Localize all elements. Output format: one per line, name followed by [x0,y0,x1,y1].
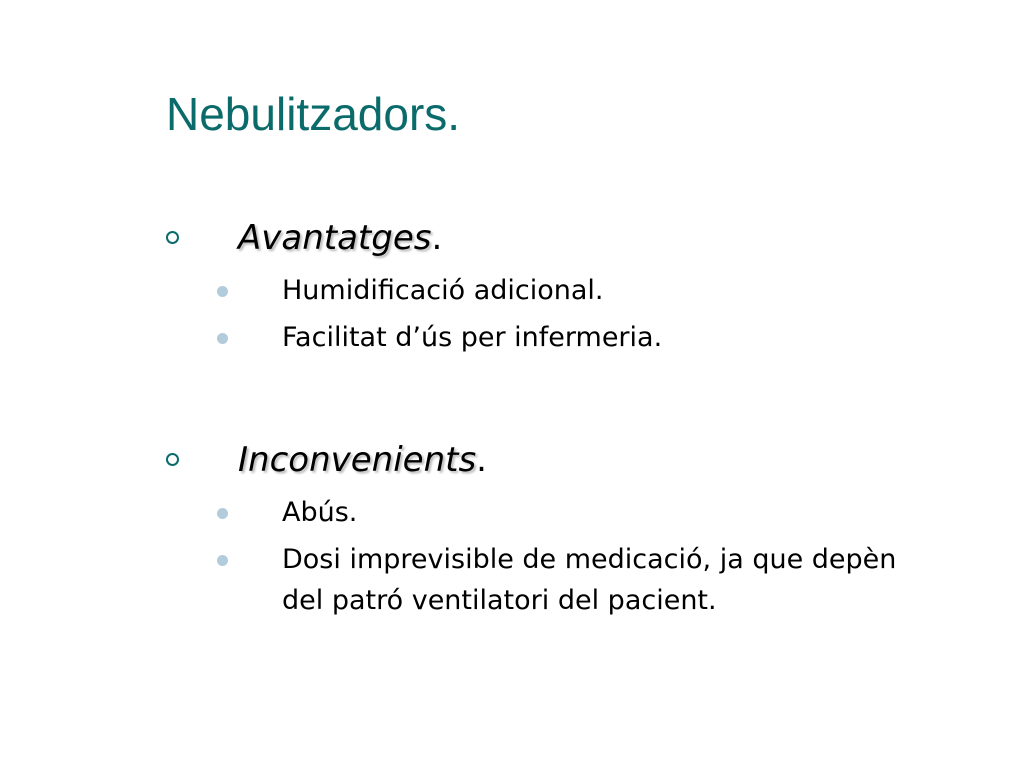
slide-title: Nebulitzadors. [166,88,461,140]
section-advantages [0,214,1024,364]
section-heading-suffix: . [431,218,443,258]
sub-bullet-list [0,270,1024,358]
section-heading [238,214,442,262]
sub-bullet-list [0,492,1024,621]
sub-bullet-text: Humidificació adicional. [282,275,604,306]
level1-item [0,214,1024,264]
dot-bullet-icon [217,333,228,344]
dot-bullet-icon [217,508,228,519]
section-heading [238,436,487,484]
sub-bullet-text: Dosi imprevisible de medicació, ja que depèn del patró ventilatori del pacient. [282,544,897,616]
dot-bullet-icon [217,555,228,566]
hollow-circle-bullet-icon [166,453,179,466]
section-heading-word: Inconvenients [238,440,477,480]
sub-bullet-text: Facilitat d’ús per infermeria. [282,322,663,353]
level1-item [0,436,1024,486]
dot-bullet-icon [217,286,228,297]
sub-bullet-item [0,539,1024,621]
section-heading-suffix: . [476,440,487,480]
sub-bullet-item [0,270,1024,311]
sub-bullet-text: Abús. [282,497,358,528]
section-disadvantages [0,436,1024,627]
sub-bullet-item [0,492,1024,533]
sub-bullet-item [0,317,1024,358]
section-heading-word: Avantatges [238,218,432,258]
hollow-circle-bullet-icon [166,231,179,244]
